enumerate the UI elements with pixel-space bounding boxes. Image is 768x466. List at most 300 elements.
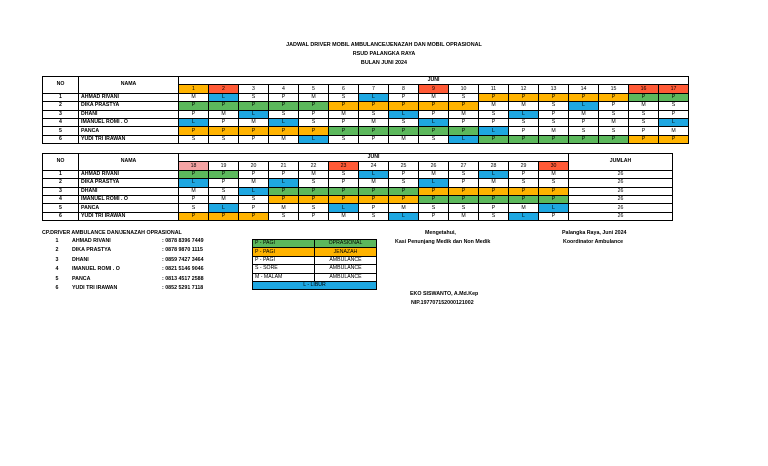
signatory-nip: NIP.197707152000121002 bbox=[411, 300, 474, 306]
shift-cell: S bbox=[389, 118, 419, 126]
shift-cell: L bbox=[269, 179, 299, 187]
shift-cell: P bbox=[509, 135, 539, 143]
shift-cell: P bbox=[479, 118, 509, 126]
driver-contact-row bbox=[42, 246, 204, 255]
day-header: 1 bbox=[179, 85, 209, 93]
shift-cell: P bbox=[629, 135, 659, 143]
driver-contact-name: YUDI TRI IRAWAN bbox=[72, 284, 118, 291]
shift-cell: S bbox=[539, 118, 569, 126]
shift-cell: P bbox=[659, 135, 689, 143]
shift-cell: M bbox=[569, 110, 599, 118]
column-nama-header: NAMA bbox=[79, 77, 179, 94]
shift-cell: L bbox=[239, 110, 269, 118]
shift-cell: S bbox=[359, 212, 389, 220]
shift-cell: P bbox=[239, 212, 269, 220]
driver-name: YUDI TRI IRAWAN bbox=[79, 135, 179, 143]
legend-code: M - MALAM bbox=[253, 273, 315, 281]
driver-contact-no: 1 bbox=[55, 238, 59, 244]
shift-cell: L bbox=[239, 187, 269, 195]
driver-name: PANCA bbox=[79, 127, 179, 135]
shift-cell: P bbox=[269, 102, 299, 110]
shift-cell: S bbox=[179, 204, 209, 212]
table-row bbox=[43, 118, 689, 126]
day-header: 7 bbox=[359, 85, 389, 93]
driver-name: YUDI TRI IRAWAN bbox=[79, 212, 179, 220]
legend-code: P - PAGI bbox=[253, 256, 315, 264]
shift-cell: P bbox=[209, 127, 239, 135]
shift-cell: S bbox=[479, 212, 509, 220]
shift-cell: S bbox=[239, 93, 269, 101]
table-row bbox=[43, 212, 673, 220]
driver-contact-no: 5 bbox=[55, 275, 59, 282]
sign-left-line2: Kasi Penunjang Medik dan Non Medik bbox=[395, 239, 491, 245]
shift-cell: L bbox=[569, 102, 599, 110]
shift-cell: L bbox=[509, 110, 539, 118]
shift-cell: P bbox=[419, 187, 449, 195]
row-number: 2 bbox=[43, 179, 79, 187]
shift-cell: M bbox=[299, 93, 329, 101]
shift-cell: S bbox=[509, 118, 539, 126]
day-header: 14 bbox=[569, 85, 599, 93]
shift-cell: L bbox=[179, 179, 209, 187]
column-jumlah-header: JUMLAH bbox=[569, 154, 673, 171]
shift-cell: L bbox=[479, 127, 509, 135]
shift-cell: P bbox=[299, 195, 329, 203]
shift-cell: S bbox=[599, 127, 629, 135]
shift-cell: P bbox=[449, 118, 479, 126]
shift-cell: M bbox=[539, 127, 569, 135]
shift-cell: L bbox=[269, 118, 299, 126]
shift-cell: P bbox=[179, 195, 209, 203]
driver-contacts-list bbox=[42, 237, 204, 293]
shift-cell: P bbox=[599, 93, 629, 101]
table-row bbox=[43, 110, 689, 118]
shift-cell: P bbox=[449, 102, 479, 110]
shift-cell: M bbox=[479, 179, 509, 187]
legend-desc: AMBULANCE bbox=[315, 273, 377, 281]
schedule-table-2 bbox=[42, 153, 673, 221]
shift-cell: S bbox=[209, 187, 239, 195]
day-header: 21 bbox=[269, 162, 299, 170]
shift-cell: S bbox=[359, 110, 389, 118]
shift-cell: P bbox=[329, 127, 359, 135]
shift-cell: P bbox=[359, 102, 389, 110]
day-header: 24 bbox=[359, 162, 389, 170]
schedule-period: BULAN JUNI 2024 bbox=[360, 60, 408, 66]
shift-cell: L bbox=[389, 110, 419, 118]
day-header: 11 bbox=[479, 85, 509, 93]
table-row bbox=[43, 179, 673, 187]
day-header: 5 bbox=[299, 85, 329, 93]
shift-cell: M bbox=[299, 170, 329, 178]
shift-cell: M bbox=[239, 118, 269, 126]
shift-cell: M bbox=[329, 212, 359, 220]
shift-cell: P bbox=[419, 127, 449, 135]
column-nama-header: NAMA bbox=[79, 154, 179, 171]
shift-cell: P bbox=[569, 135, 599, 143]
driver-contact-no: 3 bbox=[55, 256, 59, 263]
shift-cell: M bbox=[329, 110, 359, 118]
shift-cell: L bbox=[209, 93, 239, 101]
day-header: 20 bbox=[239, 162, 269, 170]
day-header: 16 bbox=[629, 85, 659, 93]
table-row bbox=[43, 102, 689, 110]
month-header: JUNI bbox=[179, 77, 689, 85]
shift-cell: P bbox=[299, 127, 329, 135]
shift-cell: P bbox=[389, 195, 419, 203]
shift-cell: P bbox=[449, 127, 479, 135]
driver-contact-row bbox=[42, 284, 204, 293]
driver-name: IMANUEL ROMI . O bbox=[79, 118, 179, 126]
shift-cell: M bbox=[269, 135, 299, 143]
shift-cell: P bbox=[329, 187, 359, 195]
total-cell: 26 bbox=[569, 187, 673, 195]
total-cell: 26 bbox=[569, 170, 673, 178]
table-row bbox=[43, 93, 689, 101]
shift-cell: P bbox=[539, 195, 569, 203]
shift-cell: P bbox=[359, 187, 389, 195]
day-header: 25 bbox=[389, 162, 419, 170]
shift-cell: L bbox=[479, 170, 509, 178]
shift-cell: P bbox=[539, 110, 569, 118]
row-number: 2 bbox=[43, 102, 79, 110]
driver-contact-phone: : 0821 5146 9046 bbox=[162, 266, 204, 273]
legend-desc: OPRASIONAL bbox=[315, 240, 377, 248]
shift-cell: P bbox=[509, 195, 539, 203]
shift-cell: M bbox=[209, 110, 239, 118]
total-cell: 26 bbox=[569, 212, 673, 220]
shift-cell: P bbox=[359, 127, 389, 135]
driver-contact-name: DIKA PRASTYA bbox=[72, 247, 112, 254]
legend-row bbox=[253, 265, 377, 273]
shift-cell: P bbox=[269, 170, 299, 178]
day-header: 6 bbox=[329, 85, 359, 93]
row-number: 4 bbox=[43, 118, 79, 126]
shift-cell: L bbox=[389, 212, 419, 220]
shift-cell: L bbox=[659, 118, 689, 126]
shift-cell: M bbox=[389, 135, 419, 143]
shift-cell: P bbox=[659, 110, 689, 118]
shift-cell: M bbox=[239, 179, 269, 187]
shift-cell: S bbox=[299, 179, 329, 187]
shift-cell: L bbox=[449, 135, 479, 143]
shift-cell: P bbox=[539, 93, 569, 101]
driver-contact-no: 6 bbox=[55, 284, 59, 291]
sign-right-line1: Palangka Raya, Juni 2024 bbox=[562, 230, 627, 236]
row-number: 6 bbox=[43, 212, 79, 220]
driver-contact-name: IMANUEL ROMI . O bbox=[72, 266, 120, 273]
row-number: 3 bbox=[43, 110, 79, 118]
legend-row bbox=[253, 256, 377, 264]
shift-cell: S bbox=[509, 179, 539, 187]
shift-cell: P bbox=[389, 187, 419, 195]
shift-cell: P bbox=[479, 204, 509, 212]
sign-left-line1: Mengetahui, bbox=[425, 230, 456, 236]
column-no-header: NO bbox=[43, 154, 79, 171]
shift-cell: M bbox=[389, 204, 419, 212]
shift-cell: S bbox=[239, 195, 269, 203]
row-number: 1 bbox=[43, 93, 79, 101]
row-number: 5 bbox=[43, 204, 79, 212]
day-header: 29 bbox=[509, 162, 539, 170]
shift-cell: L bbox=[419, 179, 449, 187]
shift-cell: P bbox=[599, 102, 629, 110]
schedule-table-1 bbox=[42, 76, 689, 144]
shift-cell: M bbox=[539, 170, 569, 178]
shift-cell: S bbox=[329, 170, 359, 178]
driver-name: PANCA bbox=[79, 204, 179, 212]
row-number: 4 bbox=[43, 195, 79, 203]
shift-cell: P bbox=[329, 195, 359, 203]
row-number: 6 bbox=[43, 135, 79, 143]
driver-name: DIKA PRASTYA bbox=[79, 102, 179, 110]
shift-cell: S bbox=[539, 102, 569, 110]
shift-cell: P bbox=[239, 127, 269, 135]
driver-contact-row bbox=[42, 237, 204, 246]
driver-contact-phone: : 0852 5291 7118 bbox=[162, 284, 204, 291]
shift-cell: S bbox=[479, 110, 509, 118]
shift-cell: P bbox=[359, 135, 389, 143]
driver-name: DIKA PRASTYA bbox=[79, 179, 179, 187]
shift-cell: L bbox=[179, 118, 209, 126]
day-header: 22 bbox=[299, 162, 329, 170]
driver-contact-row bbox=[42, 256, 204, 265]
shift-cell: P bbox=[359, 195, 389, 203]
day-header: 19 bbox=[209, 162, 239, 170]
day-header: 2 bbox=[209, 85, 239, 93]
shift-cell: P bbox=[239, 102, 269, 110]
shift-cell: P bbox=[539, 187, 569, 195]
legend-row bbox=[253, 248, 377, 256]
driver-contact-phone: : 0878 9870 1115 bbox=[162, 247, 203, 254]
shift-cell: P bbox=[419, 102, 449, 110]
shift-cell: P bbox=[599, 135, 629, 143]
shift-cell: P bbox=[179, 102, 209, 110]
shift-cell: S bbox=[449, 170, 479, 178]
shift-cell: P bbox=[299, 212, 329, 220]
shift-cell: P bbox=[479, 135, 509, 143]
shift-cell: P bbox=[269, 93, 299, 101]
legend-desc: JENAZAH bbox=[315, 248, 377, 256]
row-number: 3 bbox=[43, 187, 79, 195]
shift-cell: P bbox=[329, 102, 359, 110]
shift-cell: P bbox=[419, 212, 449, 220]
shift-cell: P bbox=[299, 110, 329, 118]
driver-contact-name: DHANI bbox=[72, 256, 89, 263]
shift-cell: P bbox=[179, 127, 209, 135]
table-row bbox=[43, 127, 689, 135]
shift-cell: P bbox=[299, 102, 329, 110]
legend-row bbox=[253, 281, 377, 289]
driver-contact-phone: : 0859 7427 3464 bbox=[162, 256, 204, 263]
shift-cell: P bbox=[629, 93, 659, 101]
legend-code: P - PAGI bbox=[253, 240, 315, 248]
legend-desc: AMBULANCE bbox=[315, 265, 377, 273]
shift-cell: M bbox=[209, 195, 239, 203]
shift-cell: P bbox=[509, 93, 539, 101]
column-no-header: NO bbox=[43, 77, 79, 94]
shift-cell: S bbox=[449, 204, 479, 212]
shift-cell: L bbox=[359, 170, 389, 178]
shift-cell: S bbox=[179, 135, 209, 143]
shift-cell: S bbox=[629, 110, 659, 118]
shift-cell: S bbox=[389, 179, 419, 187]
total-cell: 26 bbox=[569, 195, 673, 203]
legend-libur: L - LIBUR bbox=[253, 281, 377, 289]
shift-cell: M bbox=[359, 118, 389, 126]
shift-cell: M bbox=[449, 110, 479, 118]
day-header: 4 bbox=[269, 85, 299, 93]
shift-cell: L bbox=[359, 93, 389, 101]
shift-cell: P bbox=[509, 187, 539, 195]
hospital-name: RSUD PALANGKA RAYA bbox=[352, 51, 416, 57]
signatory-name: EKO SISWANTO, A.Md.Kep bbox=[410, 291, 479, 297]
shift-cell: P bbox=[179, 212, 209, 220]
driver-name: IMANUEL ROMI . O bbox=[79, 195, 179, 203]
shift-cell: P bbox=[509, 127, 539, 135]
shift-cell: P bbox=[539, 212, 569, 220]
shift-cell: P bbox=[629, 127, 659, 135]
day-header: 27 bbox=[449, 162, 479, 170]
shift-legend bbox=[252, 239, 377, 290]
shift-cell: L bbox=[329, 204, 359, 212]
shift-cell: S bbox=[299, 204, 329, 212]
row-number: 5 bbox=[43, 127, 79, 135]
shift-cell: S bbox=[449, 93, 479, 101]
shift-cell: P bbox=[449, 187, 479, 195]
table-row bbox=[43, 204, 673, 212]
total-cell: 26 bbox=[569, 179, 673, 187]
day-header: 9 bbox=[419, 85, 449, 93]
shift-cell: P bbox=[209, 118, 239, 126]
shift-cell: M bbox=[449, 212, 479, 220]
day-header: 3 bbox=[239, 85, 269, 93]
driver-contact-no: 4 bbox=[55, 266, 59, 273]
shift-cell: M bbox=[179, 93, 209, 101]
shift-cell: P bbox=[569, 93, 599, 101]
shift-cell: P bbox=[389, 127, 419, 135]
shift-cell: S bbox=[419, 204, 449, 212]
legend-code: P - PAGI bbox=[253, 248, 315, 256]
shift-cell: P bbox=[509, 170, 539, 178]
shift-cell: P bbox=[479, 93, 509, 101]
driver-contact-name: AHMAD RIVANI bbox=[72, 238, 111, 244]
legend-desc: AMBULANCE bbox=[315, 256, 377, 264]
shift-cell: P bbox=[269, 195, 299, 203]
table-row bbox=[43, 187, 673, 195]
shift-cell: L bbox=[419, 118, 449, 126]
table-row bbox=[43, 135, 689, 143]
shift-cell: P bbox=[209, 179, 239, 187]
shift-cell: M bbox=[179, 187, 209, 195]
shift-cell: P bbox=[239, 135, 269, 143]
driver-contact-phone: : 0878 8396 7449 bbox=[162, 238, 204, 244]
shift-cell: S bbox=[209, 135, 239, 143]
shift-cell: P bbox=[389, 102, 419, 110]
row-number: 1 bbox=[43, 170, 79, 178]
shift-cell: P bbox=[299, 187, 329, 195]
shift-cell: M bbox=[509, 102, 539, 110]
shift-cell: L bbox=[509, 212, 539, 220]
day-header: 12 bbox=[509, 85, 539, 93]
shift-cell: P bbox=[419, 110, 449, 118]
shift-cell: P bbox=[209, 102, 239, 110]
shift-cell: M bbox=[419, 170, 449, 178]
shift-cell: S bbox=[569, 127, 599, 135]
driver-contact-phone: : 0813 4517 2588 bbox=[162, 275, 204, 282]
driver-name: AHMAD RIVANI bbox=[79, 93, 179, 101]
shift-cell: S bbox=[299, 118, 329, 126]
day-header: 23 bbox=[329, 162, 359, 170]
shift-cell: S bbox=[599, 110, 629, 118]
shift-cell: S bbox=[659, 102, 689, 110]
shift-cell: M bbox=[419, 93, 449, 101]
day-header: 18 bbox=[179, 162, 209, 170]
shift-cell: M bbox=[659, 127, 689, 135]
shift-cell: S bbox=[419, 135, 449, 143]
shift-cell: L bbox=[539, 204, 569, 212]
legend-code: S - SORE bbox=[253, 265, 315, 273]
shift-cell: P bbox=[389, 170, 419, 178]
month-header: JUNI bbox=[179, 154, 569, 162]
schedule-title: JADWAL DRIVER MOBIL AMBULANCE/JENAZAH DAN MOBIL OPRASIONAL bbox=[286, 42, 482, 48]
day-header: 26 bbox=[419, 162, 449, 170]
shift-cell: P bbox=[239, 170, 269, 178]
shift-cell: M bbox=[479, 102, 509, 110]
shift-cell: M bbox=[599, 118, 629, 126]
shift-cell: P bbox=[569, 118, 599, 126]
table-row bbox=[43, 170, 673, 178]
day-header: 17 bbox=[659, 85, 689, 93]
driver-contact-row bbox=[42, 275, 204, 284]
day-header: 13 bbox=[539, 85, 569, 93]
shift-cell: P bbox=[479, 187, 509, 195]
day-header: 28 bbox=[479, 162, 509, 170]
table-row bbox=[43, 195, 673, 203]
shift-cell: P bbox=[329, 118, 359, 126]
shift-cell: P bbox=[209, 170, 239, 178]
shift-cell: P bbox=[539, 135, 569, 143]
shift-cell: P bbox=[389, 93, 419, 101]
day-header: 10 bbox=[449, 85, 479, 93]
shift-cell: P bbox=[269, 127, 299, 135]
shift-cell: L bbox=[209, 204, 239, 212]
driver-contact-row bbox=[42, 265, 204, 274]
shift-cell: P bbox=[419, 195, 449, 203]
driver-name: DHANI bbox=[79, 187, 179, 195]
shift-cell: P bbox=[479, 195, 509, 203]
driver-contacts-title: CP.DRIVER AMBULANCE DAN/JENAZAH OPRASIONAL bbox=[42, 230, 182, 236]
legend-row bbox=[253, 240, 377, 248]
legend-row bbox=[253, 273, 377, 281]
shift-cell: S bbox=[329, 135, 359, 143]
shift-cell: S bbox=[539, 179, 569, 187]
shift-cell: P bbox=[449, 195, 479, 203]
shift-cell: P bbox=[209, 212, 239, 220]
day-header: 15 bbox=[599, 85, 629, 93]
shift-cell: M bbox=[359, 179, 389, 187]
shift-cell: P bbox=[449, 179, 479, 187]
total-cell: 26 bbox=[569, 204, 673, 212]
sign-right-line2: Koordinator Ambulance bbox=[563, 239, 624, 245]
shift-cell: S bbox=[629, 118, 659, 126]
driver-name: AHMAD RIVANI bbox=[79, 170, 179, 178]
shift-cell: S bbox=[269, 110, 299, 118]
shift-cell: P bbox=[179, 170, 209, 178]
shift-cell: P bbox=[269, 187, 299, 195]
shift-cell: L bbox=[299, 135, 329, 143]
shift-cell: P bbox=[359, 204, 389, 212]
